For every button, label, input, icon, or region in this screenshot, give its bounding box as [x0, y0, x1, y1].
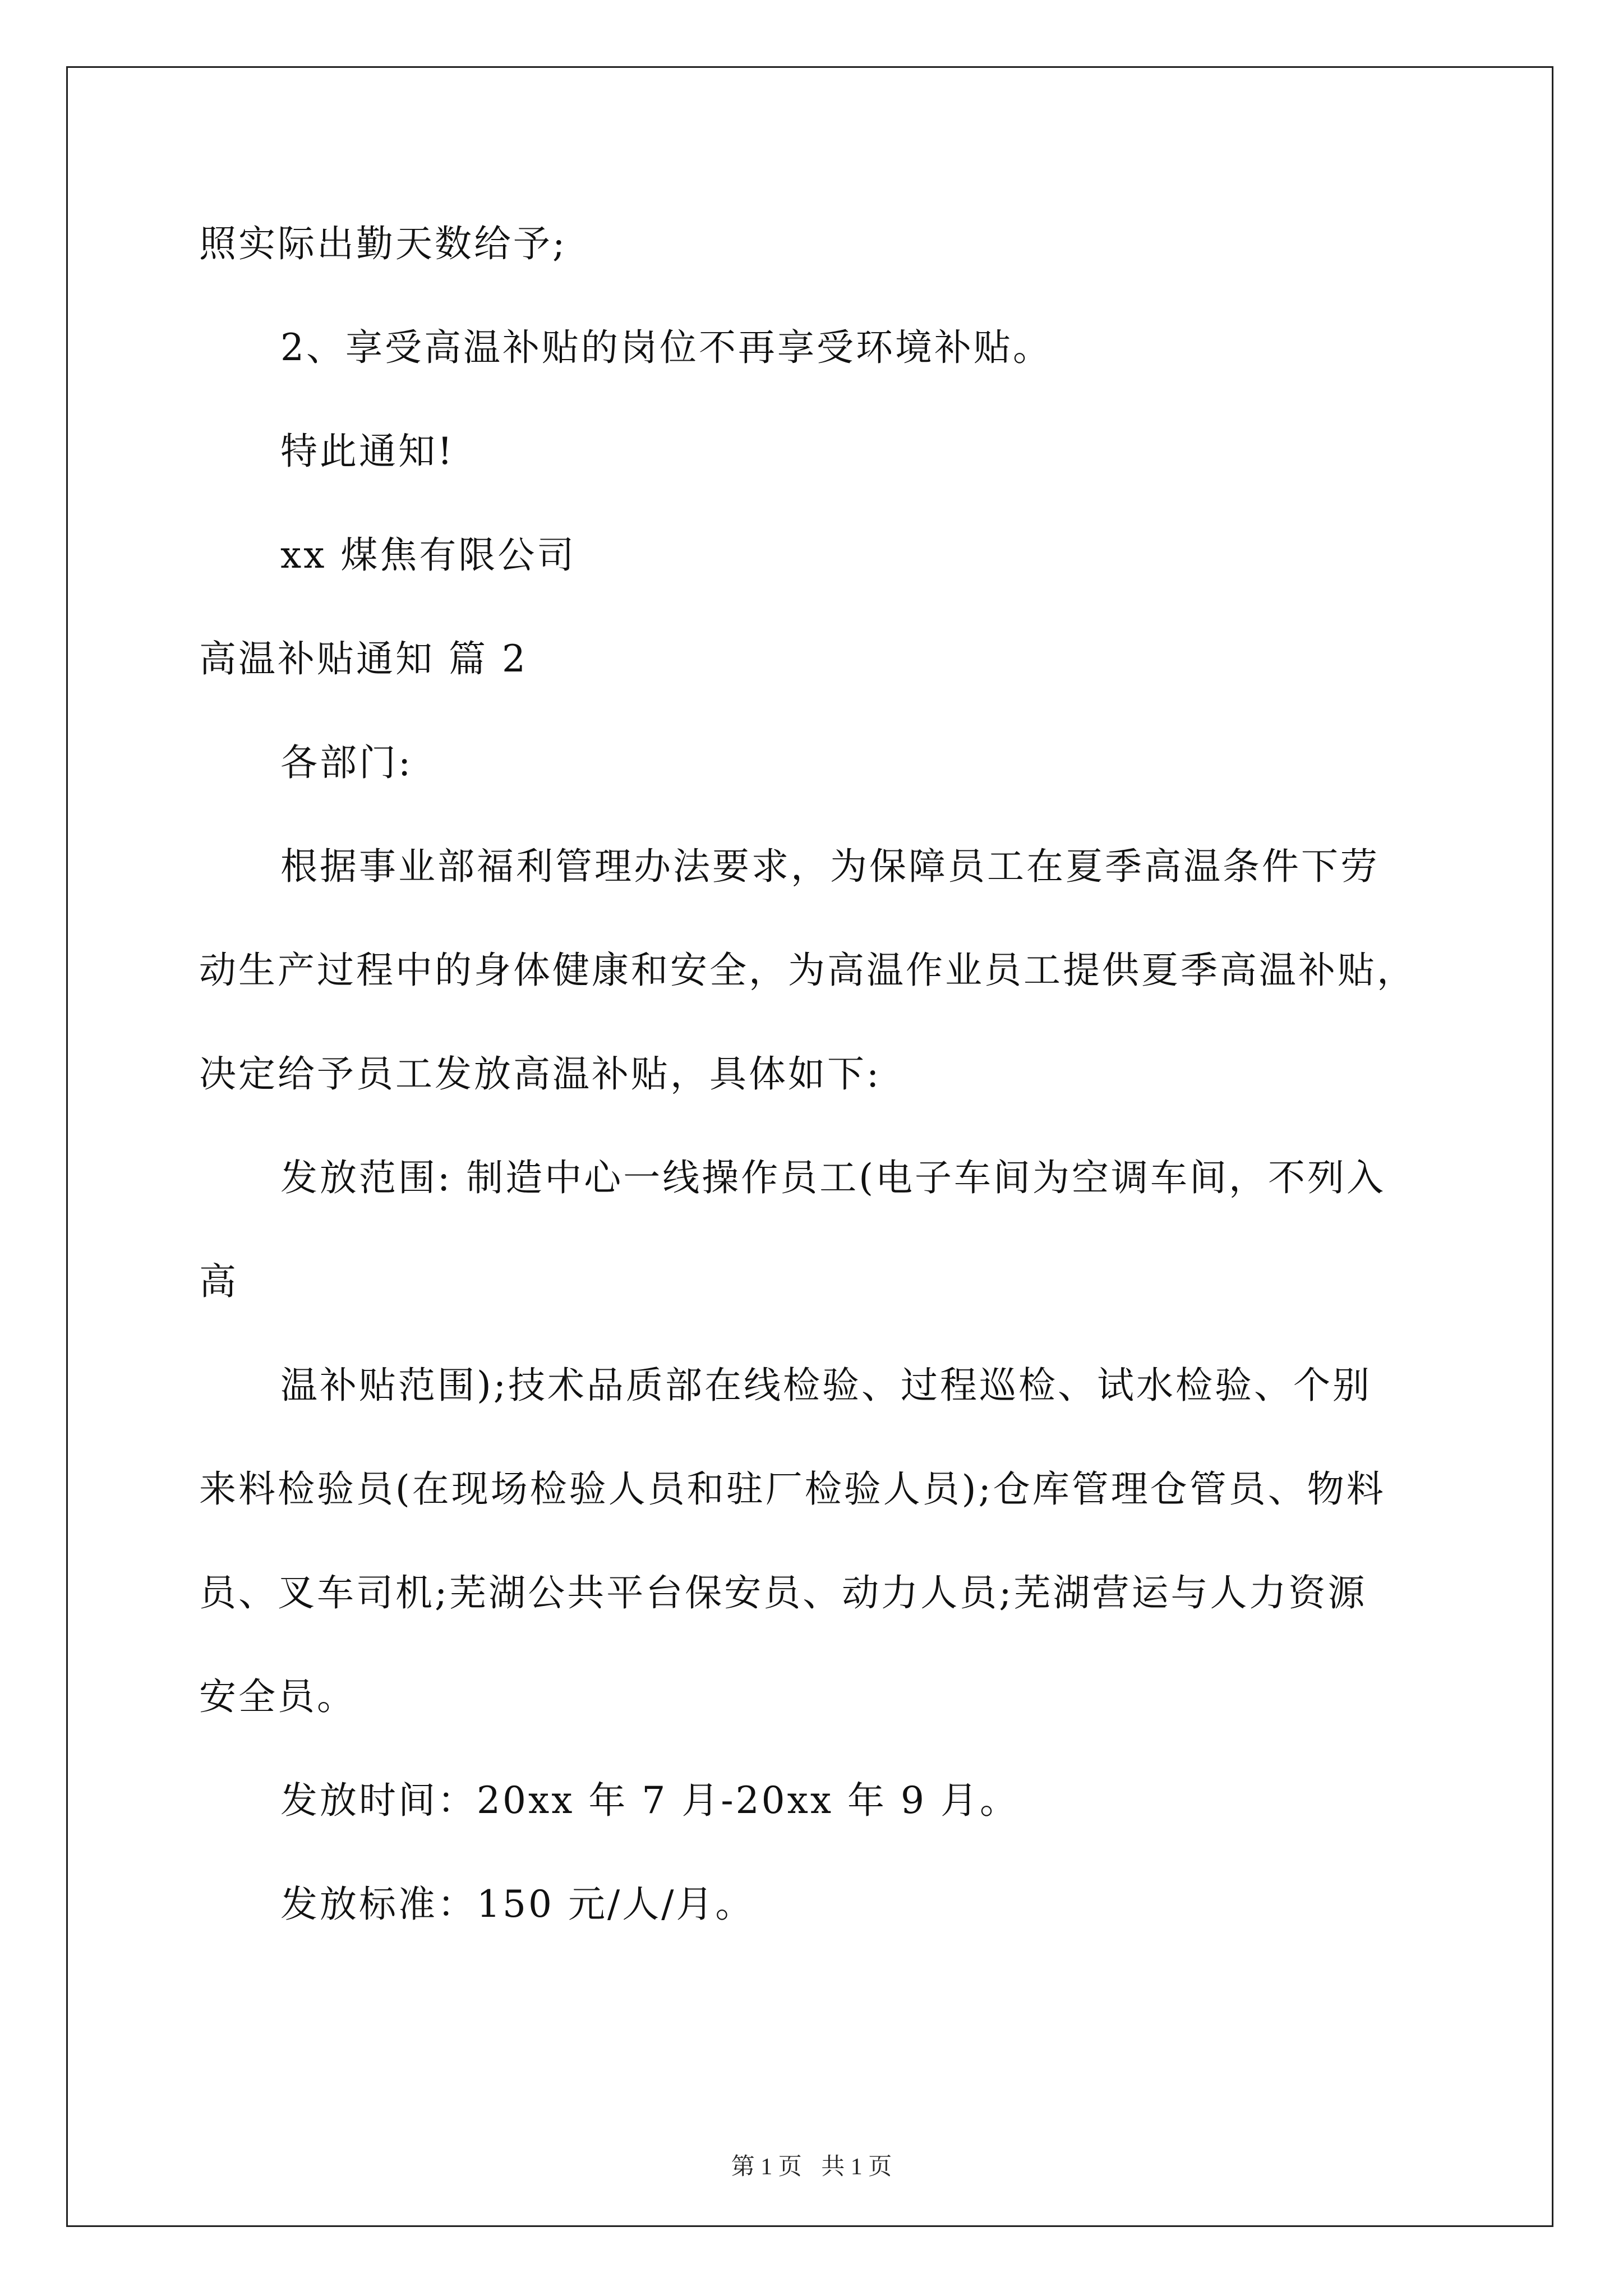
text-line: 发放标准：150 元/人/月。: [280, 1883, 755, 1926]
text-line: 员、叉车司机;芜湖公共平台保安员、动力人员;芜湖营运与人力资源: [199, 1571, 1367, 1614]
page-total: 共 1 页: [821, 2154, 892, 2180]
text-line: 发放时间：20xx 年 7 月-20xx 年 9 月。: [280, 1779, 1020, 1822]
text-line: 发放范围: 制造中心一线操作员工(电子车间为空调车间，不列入: [280, 1156, 1386, 1199]
text-line: 来料检验员(在现场检验人员和驻厂检验人员);仓库管理仓管员、物料: [199, 1467, 1386, 1511]
text-line: 照实际出勤天数给予;: [199, 222, 568, 265]
text-line: 决定给予员工发放高温补贴，具体如下:: [199, 1052, 882, 1096]
text-line: 根据事业部福利管理办法要求，为保障员工在夏季高温条件下劳: [280, 845, 1380, 888]
text-line: xx 煤焦有限公司: [280, 533, 577, 577]
text-line: 动生产过程中的身体健康和安全，为高温作业员工提供夏季高温补贴，: [199, 949, 1416, 992]
text-line: 安全员。: [199, 1675, 356, 1718]
text-line: 高: [199, 1260, 238, 1303]
text-line: 2、享受高温补贴的岗位不再享受环境补贴。: [280, 326, 1052, 369]
text-line: 特此通知!: [280, 430, 455, 473]
page-number: 第 1 页: [731, 2154, 802, 2180]
text-line: 各部门:: [280, 741, 413, 784]
page-footer: [0, 2153, 1623, 2181]
text-line: 温补贴范围);技术品质部在线检验、过程巡检、试水检验、个别: [280, 1364, 1372, 1407]
section-heading: 高温补贴通知 篇 2: [199, 637, 528, 680]
